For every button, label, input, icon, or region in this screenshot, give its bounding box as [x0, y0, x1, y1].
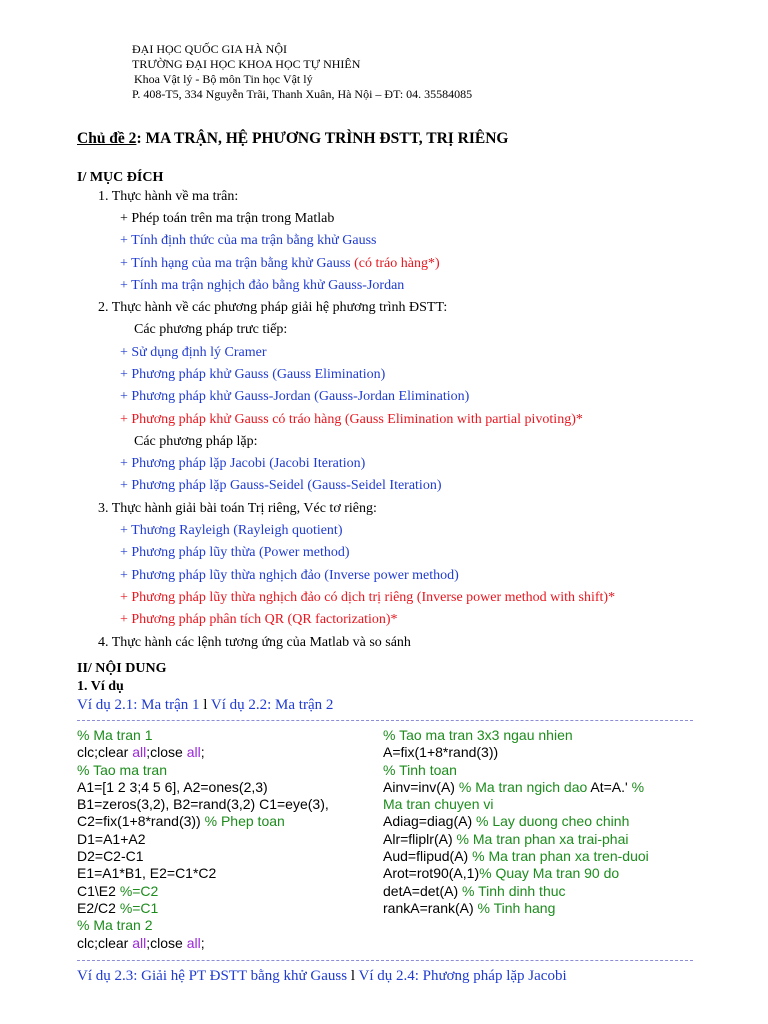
- code-text: D1=A1+A2: [77, 830, 146, 847]
- list-item: + Phương pháp khử Gauss (Gauss Elimination): [120, 367, 386, 382]
- code-comment: % Tao ma tran: [77, 761, 168, 778]
- code-comment: % Tinh dinh thuc: [462, 882, 566, 899]
- list-item: + Phương pháp lặp Gauss-Seidel (Gauss-Seidel Iteration): [120, 478, 442, 493]
- list-item: Các phương pháp trưc tiếp:: [134, 322, 288, 337]
- code-comment: % Ma tran 2: [77, 917, 153, 934]
- code-text: detA=det(A): [383, 882, 462, 899]
- code-text: A1=[1 2 3;4 5 6], A2=ones(2,3): [77, 778, 268, 795]
- example-link-2-4[interactable]: Ví dụ 2.4: Phương pháp lặp Jacobi: [358, 968, 567, 984]
- code-text: D2=C2-C1: [77, 848, 144, 865]
- example-link-2-1[interactable]: Ví dụ 2.1: Ma trận 1: [77, 697, 200, 713]
- separator: l: [350, 968, 355, 984]
- code-comment: % Tao ma tran 3x3 ngau nhien: [383, 727, 573, 743]
- list-item: + Phương pháp lũy thừa nghịch đảo (Inverse power method): [120, 568, 459, 583]
- code-text: Alr=fliplr(A): [383, 830, 457, 847]
- code-line: [383, 796, 649, 813]
- section-heading-purpose: I/ MỤC ĐÍCH: [77, 170, 164, 185]
- list-item: + Phương pháp khử Gauss-Jordan (Gauss-Jordan Elimination): [120, 389, 470, 404]
- code-comment: % Tinh hang: [477, 899, 556, 916]
- code-keyword: all: [132, 744, 147, 761]
- list-item: + Tính ma trận nghịch đảo bằng khử Gauss-Jordan: [120, 278, 405, 293]
- separator: l: [203, 697, 208, 713]
- code-comment: %=C1: [119, 899, 159, 916]
- school-name: TRƯỜNG ĐẠI HỌC KHOA HỌC TỰ NHIÊN: [132, 57, 361, 71]
- list-item: + Phương pháp phân tích QR (QR factorization)*: [120, 612, 398, 627]
- code-comment: % Tinh toan: [383, 761, 457, 778]
- code-comment: %=C2: [119, 882, 159, 899]
- example-link-2-2[interactable]: Ví dụ 2.2: Ma trận 2: [210, 697, 334, 713]
- code-comment: % Quay Ma tran 90 do: [479, 865, 620, 882]
- code-text: Aud=flipud(A): [383, 848, 473, 865]
- dashed-divider: [77, 960, 693, 961]
- code-line: [77, 848, 329, 865]
- list-item: + Phương pháp lặp Jacobi (Jacobi Iteration): [120, 456, 366, 471]
- code-text: E1=A1*B1, E2=C1*C2: [77, 865, 217, 882]
- code-text: At=A.': [590, 778, 632, 795]
- code-line: [77, 779, 329, 796]
- code-comment: Ma tran chuyen vi: [383, 796, 494, 813]
- code-text: clc;clear: [77, 744, 133, 761]
- list-item: + Tính định thức của ma trận bằng khử Gauss: [120, 233, 377, 248]
- title-prefix: Chủ đề 2: [77, 130, 137, 147]
- code-text: ;: [200, 934, 205, 951]
- code-line: [383, 848, 649, 865]
- list-item: [120, 256, 440, 272]
- example-links-row-1: [77, 697, 333, 714]
- title-rest: : MA TRẬN, HỆ PHƯƠNG TRÌNH ĐSTT, TRỊ RIÊNG: [136, 130, 509, 147]
- code-line: [383, 779, 649, 796]
- list-item: 2. Thực hành về các phương pháp giải hệ phương trình ĐSTT:: [98, 300, 448, 315]
- code-comment: % Ma tran phan xa trai-phai: [456, 830, 629, 847]
- code-line: [383, 762, 649, 779]
- page-title: [77, 130, 509, 148]
- code-keyword: all: [186, 934, 201, 951]
- list-item-text: + Tính hạng của ma trận bằng khử Gauss: [120, 256, 351, 271]
- list-item-note: (có tráo hàng*): [354, 256, 440, 271]
- code-comment: % Ma tran 1: [77, 727, 153, 743]
- code-line: [383, 900, 649, 917]
- code-line: [77, 900, 329, 917]
- code-line: [77, 796, 329, 813]
- code-text: ;: [200, 744, 205, 761]
- list-item: + Sử dụng định lý Cramer: [120, 345, 267, 360]
- code-line: [77, 865, 329, 882]
- code-comment: % Phep toan: [204, 813, 285, 830]
- code-line: [77, 935, 329, 952]
- code-comment: % Lay duong cheo chinh: [476, 813, 630, 830]
- code-text: clc;clear: [77, 934, 133, 951]
- department-name: Khoa Vật lý - Bộ môn Tin học Vật lý: [134, 72, 313, 86]
- example-links-row-2: [77, 968, 567, 985]
- code-text: B1=zeros(3,2), B2=rand(3,2) C1=eye(3),: [77, 796, 329, 813]
- code-line: [77, 917, 329, 934]
- code-line: [77, 883, 329, 900]
- section-heading-content: II/ NỘI DUNG: [77, 661, 167, 676]
- code-keyword: all: [132, 934, 147, 951]
- list-item: 4. Thực hành các lệnh tương ứng của Matlab và so sánh: [98, 635, 411, 650]
- code-line: [77, 813, 329, 830]
- code-text: C2=fix(1+8*rand(3)): [77, 813, 205, 830]
- code-text: A=fix(1+8*rand(3)): [383, 744, 499, 761]
- code-keyword: all: [186, 744, 201, 761]
- list-item: 3. Thực hành giải bài toán Trị riêng, Véc tơ riêng:: [98, 501, 377, 516]
- code-comment: % Ma tran ngich dao: [458, 778, 591, 795]
- code-line: [383, 744, 649, 761]
- code-text: C1\E2: [77, 882, 120, 899]
- code-text: rankA=rank(A): [383, 899, 478, 916]
- list-item: Các phương pháp lặp:: [134, 434, 258, 449]
- university-name: ĐẠI HỌC QUỐC GIA HÀ NỘI: [132, 42, 287, 56]
- code-text: ;close: [146, 744, 187, 761]
- code-line: [383, 883, 649, 900]
- code-line: [383, 813, 649, 830]
- code-text: Arot=rot90(A,1): [383, 865, 480, 882]
- list-item: + Phương pháp lũy thừa nghịch đảo có dịch trị riêng (Inverse power method with shift)*: [120, 590, 616, 605]
- address: P. 408-T5, 334 Nguyễn Trãi, Thanh Xuân, Hà Nội – ĐT: 04. 35584085: [132, 87, 473, 101]
- dashed-divider: [77, 720, 693, 721]
- code-text: E2/C2: [77, 899, 120, 916]
- code-text: ;close: [146, 934, 187, 951]
- list-item: + Phương pháp khử Gauss có tráo hàng (Gauss Elimination with partial pivoting)*: [120, 412, 583, 427]
- code-text: Adiag=diag(A): [383, 813, 477, 830]
- code-comment: % Ma tran phan xa tren-duoi: [472, 848, 649, 865]
- code-line: [383, 727, 649, 744]
- code-block-left: [77, 727, 329, 952]
- code-text: Ainv=inv(A): [383, 778, 459, 795]
- code-line: [383, 831, 649, 848]
- example-link-2-3[interactable]: Ví dụ 2.3: Giải hệ PT ĐSTT bằng khử Gauss: [77, 968, 348, 984]
- code-line: [77, 727, 329, 744]
- list-item: + Thương Rayleigh (Rayleigh quotient): [120, 523, 343, 538]
- list-item: + Phương pháp lũy thừa (Power method): [120, 545, 350, 560]
- list-item: 1. Thực hành về ma trân:: [98, 189, 239, 204]
- list-item: + Phép toán trên ma trận trong Matlab: [120, 211, 335, 226]
- code-comment: %: [631, 778, 645, 795]
- code-line: [77, 762, 329, 779]
- code-line: [383, 865, 649, 882]
- code-line: [77, 831, 329, 848]
- code-block-right: [383, 727, 649, 917]
- subheading-examples: 1. Ví dụ: [77, 679, 124, 694]
- code-line: [77, 744, 329, 761]
